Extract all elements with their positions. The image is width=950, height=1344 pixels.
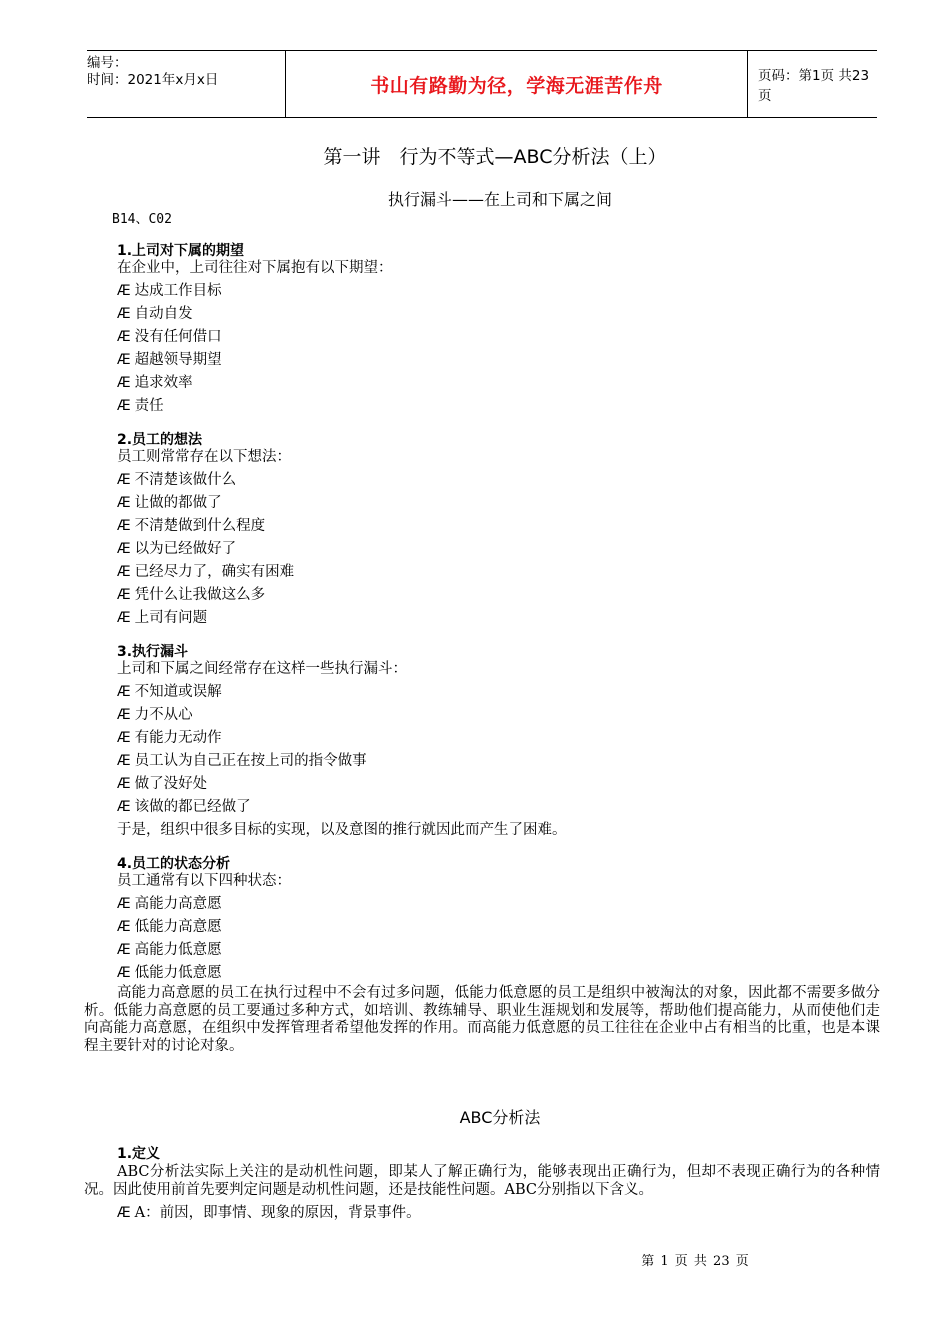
abc-definition-paragraph: ABC分析法实际上关注的是动机性问题，即某人了解正确行为，能够表现出正确行为，但却不表现正确行为的各种情况。因此使用前首先要判定问题是动机性问题，还是技能性问题。ABC分别指以下含义。	[84, 1164, 880, 1198]
bullet-icon: Æ	[117, 541, 131, 557]
document-title: 第一讲 行为不等式—ABC分析法（上）	[323, 146, 667, 168]
bullet-icon: Æ	[117, 799, 131, 815]
bullet-icon: Æ	[117, 965, 131, 981]
list-item	[117, 704, 877, 727]
list-item	[117, 584, 877, 607]
list-item	[117, 607, 877, 630]
bullet-icon: Æ	[117, 942, 131, 958]
section-intro: 在企业中，上司往往对下属抱有以下期望：	[117, 260, 393, 276]
bullet-icon: Æ	[117, 753, 131, 769]
header-page-info: 页码：第1页 共23页	[758, 68, 870, 104]
section-2	[117, 432, 877, 630]
list-item-text: 不清楚做到什么程度	[134, 518, 266, 534]
bullet-icon: Æ	[117, 896, 131, 912]
bullet-icon: Æ	[117, 730, 131, 746]
list-item-text: 该做的都已经做了	[134, 799, 251, 815]
list-item	[117, 469, 877, 492]
bullet-icon: Æ	[117, 919, 131, 935]
list-item-text: 不清楚该做什么	[134, 472, 237, 488]
list-item-text: 已经尽力了，确实有困难	[134, 564, 295, 580]
bullet-icon: Æ	[117, 776, 131, 792]
abc-item-a	[117, 1202, 877, 1225]
bullet-icon: Æ	[117, 684, 131, 700]
list-item-text: 有能力无动作	[134, 730, 222, 746]
list-item-text: 没有任何借口	[134, 329, 222, 345]
list-item-text: 高能力低意愿	[134, 942, 222, 958]
section-paragraph: 高能力高意愿的员工在执行过程中不会有过多问题，低能力低意愿的员工是组织中被淘汰的对象，因此都不需要多做分析。低能力高意愿的员工要通过多种方式，如培训、教练辅导、职业生涯规划和发展等，帮助他们提高能力，从而使他们走向高能力高意愿，在组织中发挥管理者希望他发挥的作用。而高能力低意愿的员工往往在企业中占有相当的比重，也是本课程主要针对的讨论对象。	[84, 985, 880, 1054]
section-3	[117, 644, 877, 842]
list-item	[117, 893, 877, 916]
list-item	[117, 681, 877, 704]
section-heading: 2.员工的想法	[117, 432, 203, 448]
list-item	[117, 280, 877, 303]
section-heading: 4.员工的状态分析	[117, 856, 231, 872]
list-item-text: 追求效率	[134, 375, 193, 391]
bullet-icon: Æ	[117, 518, 131, 534]
list-item	[117, 750, 877, 773]
list-item-text: 自动自发	[134, 306, 193, 322]
list-item	[117, 939, 877, 962]
list-item	[117, 962, 877, 985]
bullet-icon: Æ	[117, 587, 131, 603]
list-item-text: 力不从心	[134, 707, 193, 723]
list-item	[117, 515, 877, 538]
bullet-icon: Æ	[117, 495, 131, 511]
list-item	[117, 372, 877, 395]
bullet-icon: Æ	[117, 472, 131, 488]
list-item-text: 高能力高意愿	[134, 896, 222, 912]
list-item	[117, 349, 877, 372]
list-item	[117, 538, 877, 561]
list-item	[117, 395, 877, 418]
abc-section-title: ABC分析法	[459, 1108, 541, 1127]
list-item	[117, 326, 877, 349]
section-conclusion: 于是，组织中很多目标的实现，以及意图的推行就因此而产生了困难。	[117, 822, 567, 838]
list-item-text: 责任	[134, 398, 164, 414]
page-header	[87, 50, 877, 118]
list-item	[117, 916, 877, 939]
header-meta	[87, 51, 285, 117]
list-item-text: 低能力高意愿	[134, 919, 222, 935]
list-item-text: 不知道或误解	[134, 684, 222, 700]
list-item-text: 超越领导期望	[134, 352, 222, 368]
abc-definition-section	[84, 1146, 880, 1225]
list-item	[117, 492, 877, 515]
list-item	[117, 773, 877, 796]
bullet-icon: Æ	[117, 610, 131, 626]
document-time-label: 时间：2021年x月x日	[87, 72, 219, 88]
section-intro: 上司和下属之间经常存在这样一些执行漏斗：	[117, 661, 407, 677]
document-number-label: 编号：	[87, 55, 128, 71]
list-item-text: 低能力低意愿	[134, 965, 222, 981]
list-item	[117, 303, 877, 326]
bullet-icon: Æ	[117, 352, 131, 368]
main-content	[84, 243, 880, 1069]
page-footer: 第 1 页 共 23 页	[641, 1254, 749, 1269]
bullet-icon: Æ	[117, 564, 131, 580]
header-motto: 书山有路勤为径，学海无涯苦作舟	[370, 74, 663, 97]
list-item-text: 以为已经做好了	[134, 541, 237, 557]
list-item-text: 凭什么让我做这么多	[134, 587, 266, 603]
list-item-text: 上司有问题	[134, 610, 208, 626]
section-intro: 员工通常有以下四种状态：	[117, 873, 291, 889]
section-intro: 员工则常常存在以下想法：	[117, 449, 291, 465]
bullet-icon: Æ	[117, 707, 131, 723]
list-item	[117, 727, 877, 750]
list-item-text: 做了没好处	[134, 776, 208, 792]
section-heading: 3.执行漏斗	[117, 644, 189, 660]
header-motto-cell	[285, 51, 748, 117]
list-item	[117, 561, 877, 584]
list-item-text: 达成工作目标	[134, 283, 222, 299]
bullet-icon: Æ	[117, 375, 131, 391]
bullet-icon: Æ	[117, 306, 131, 322]
section-1	[117, 243, 877, 418]
abc-item-a-text: A：前因，即事情、现象的原因，背景事件。	[134, 1205, 421, 1221]
course-code: B14、C02	[112, 212, 172, 227]
section-4	[84, 856, 880, 1055]
bullet-icon: Æ	[117, 1205, 131, 1221]
list-item	[117, 796, 877, 819]
bullet-icon: Æ	[117, 329, 131, 345]
document-subtitle: 执行漏斗——在上司和下属之间	[387, 190, 612, 209]
bullet-icon: Æ	[117, 283, 131, 299]
abc-definition-heading: 1.定义	[117, 1146, 161, 1162]
bullet-icon: Æ	[117, 398, 131, 414]
section-heading: 1.上司对下属的期望	[117, 243, 245, 259]
list-item-text: 员工认为自己正在按上司的指令做事	[134, 753, 367, 769]
list-item-text: 让做的都做了	[134, 495, 222, 511]
